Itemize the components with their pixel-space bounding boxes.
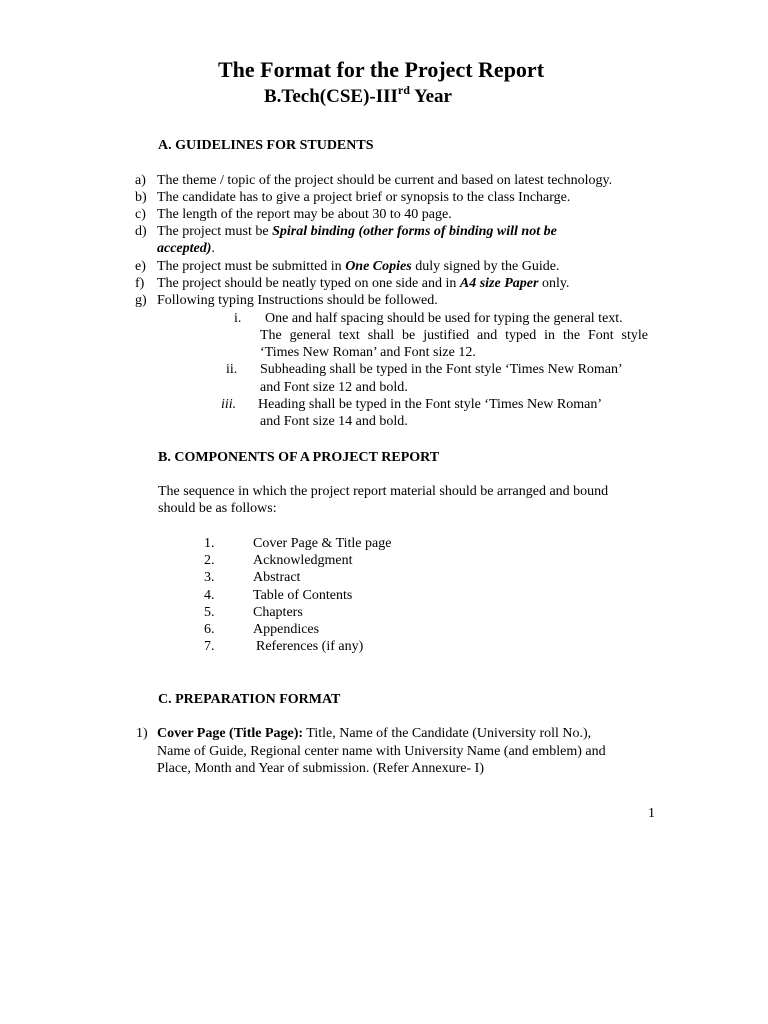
section-a-heading: A. GUIDELINES FOR STUDENTS bbox=[158, 138, 374, 153]
list-item: 7. References (if any) bbox=[204, 639, 364, 654]
list-item: 2. Acknowledgment bbox=[204, 553, 353, 568]
subtitle-superscript: rd bbox=[397, 83, 410, 97]
list-item: 6. Appendices bbox=[204, 622, 320, 637]
page-title: The Format for the Project Report bbox=[218, 57, 545, 82]
emphasis-text: Spiral binding (other forms of binding will not be bbox=[272, 224, 557, 239]
subitem-label: i. bbox=[234, 311, 242, 326]
list-item-continuation: Name of Guide, Regional center name with University Name (and emblem) and bbox=[157, 744, 606, 759]
emphasis-text: One Copies bbox=[345, 259, 412, 274]
subtitle-tail: Year bbox=[409, 86, 452, 107]
subitem-label: iii. bbox=[221, 397, 237, 412]
list-item: 3. Abstract bbox=[204, 570, 301, 585]
emphasis-text: A4 size Paper bbox=[459, 276, 539, 291]
list-item: d) The project must be Spiral binding (other forms of binding will not be bbox=[135, 224, 557, 239]
list-item: g) Following typing Instructions should be followed. bbox=[135, 293, 438, 308]
list-item: e) The project must be submitted in One Copies duly signed by the Guide. bbox=[135, 259, 560, 274]
list-item: c) The length of the report may be about 30 to 40 page. bbox=[135, 207, 452, 222]
list-item-continuation: accepted). bbox=[157, 241, 215, 256]
subitem-text: The general text shall be justified and typed in the Font style bbox=[260, 328, 648, 343]
list-item: 1. Cover Page & Title page bbox=[204, 536, 392, 551]
item-bold-label: Cover Page (Title Page): bbox=[157, 726, 304, 741]
subitem-text: ‘Times New Roman’ and Font size 12. bbox=[260, 345, 476, 360]
list-item: 4. Table of Contents bbox=[204, 588, 353, 603]
subtitle-main: B.Tech(CSE)-III bbox=[264, 86, 398, 107]
page-subtitle bbox=[264, 83, 452, 108]
subitem-text: and Font size 14 and bold. bbox=[260, 414, 408, 429]
page-number: 1 bbox=[648, 806, 655, 821]
list-item: a) The theme / topic of the project should be current and based on latest technology. bbox=[135, 173, 613, 188]
subitem-text: Heading shall be typed in the Font style ‘Times New Roman’ bbox=[258, 397, 602, 412]
subitem-text: One and half spacing should be used for typing the general text. bbox=[265, 311, 623, 326]
subitem-text: Subheading shall be typed in the Font style ‘Times New Roman’ bbox=[260, 362, 623, 377]
section-b-intro: The sequence in which the project report material should be arranged and bound bbox=[158, 484, 609, 499]
section-c-heading: C. PREPARATION FORMAT bbox=[158, 692, 341, 707]
list-item: f) The project should be neatly typed on one side and in A4 size Paper only. bbox=[135, 276, 570, 291]
subitem-text: and Font size 12 and bold. bbox=[260, 380, 408, 395]
list-item: 5. Chapters bbox=[204, 605, 303, 620]
section-b-heading: B. COMPONENTS OF A PROJECT REPORT bbox=[158, 450, 440, 465]
list-item: 1) Cover Page (Title Page): Title, Name of the Candidate (University roll No.), bbox=[136, 726, 592, 741]
list-item: b) The candidate has to give a project brief or synopsis to the class Incharge. bbox=[135, 190, 571, 205]
list-item-continuation: Place, Month and Year of submission. (Refer Annexure- I) bbox=[157, 761, 484, 776]
subitem-label: ii. bbox=[226, 362, 238, 377]
section-b-intro: should be as follows: bbox=[158, 501, 277, 516]
